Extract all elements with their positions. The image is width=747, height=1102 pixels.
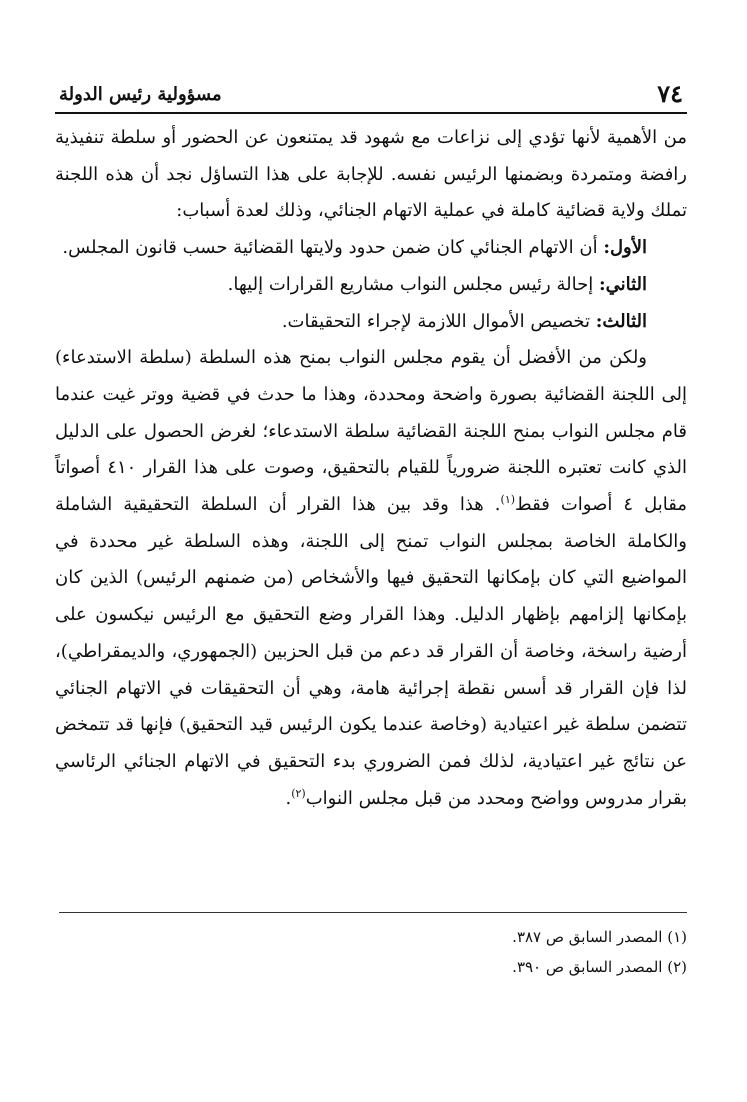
- reason-label: الثاني:: [598, 273, 647, 295]
- footnote-1: (١) المصدر السابق ص ٣٨٧.: [512, 928, 687, 946]
- reason-text: أن الاتهام الجنائي كان ضمن حدود ولايتها القضائية حسب قانون المجلس.: [62, 237, 604, 259]
- reason-label: الأول:: [603, 237, 647, 259]
- footnote-2: (٢) المصدر السابق ص ٣٩٠.: [512, 958, 687, 976]
- footnote-ref-2: (٢): [291, 786, 306, 800]
- page-header: [55, 78, 687, 114]
- reason-item-third: [55, 304, 687, 341]
- main-text-part1: ولكن من الأفضل أن يقوم مجلس النواب بمنح هذه السلطة (سلطة الاستدعاء) إلى اللجنة القضائية بصورة واضحة ومحددة، وهذا ما حدث في قضية ووتر غيت عندما قام مجلس النواب بمنح اللجنة القضائية سلطة الاستدعاء؛ لغرض الحصول على الدليل الذي كانت تعتبره اللجنة ضرورياً للقيام بالتحقيق، وصوت على هذا القرار ٤١٠ أصواتاً مقابل ٤ أصوات فقط: [55, 347, 687, 516]
- intro-paragraph: من الأهمية لأنها تؤدي إلى نزاعات مع شهود قد يمتنعون عن الحضور أو سلطة تنفيذية رافضة ومتمردة وبضمنها الرئيس نفسه. للإجابة على هذا التساؤل نجد أن هذه اللجنة تملك ولاية قضائية كاملة في عملية الاتهام الجنائي، وذلك لعدة أسباب:: [55, 127, 687, 222]
- footnote-separator: [59, 912, 687, 913]
- reason-text: تخصيص الأموال اللازمة لإجراء التحقيقات.: [281, 310, 596, 332]
- reason-item-second: [55, 267, 687, 304]
- main-paragraph: [55, 340, 687, 817]
- running-title: مسؤولية رئيس الدولة: [59, 84, 222, 105]
- main-text-end: .: [285, 787, 292, 809]
- body-text: [55, 120, 687, 817]
- reason-label: الثالث:: [595, 310, 647, 332]
- main-text-part2: . هذا وقد بين هذا القرار أن السلطة التحقيقية الشاملة والكاملة الخاصة بمجلس النواب تمنح إلى اللجنة، وهذه السلطة غير محددة في المواضيع التي كان بإمكانها التحقيق فيها والأشخاص (من ضمنهم الرئيس) الذين كان بإمكانها إلزامهم بإظهار الدليل. وهذا القرار وضع التحقيق مع الرئيس نيكسون على أرضية راسخة، وخاصة أن القرار قد دعم من قبل الحزبين (الجمهوري، والديمقراطي)، لذا فإن القرار قد أسس نقطة إجرائية هامة، وهي أن التحقيقات في الاتهام الجنائي تتضمن سلطة غير اعتيادية (وخاصة عندما يكون الرئيس قيد التحقيق) فإنها قد تتمخض عن نتائج غير اعتيادية، لذلك فمن الضروري بدء التحقيق في الاتهام الجنائي الرئاسي بقرار مدروس وواضح ومحدد من قبل مجلس النواب: [55, 494, 687, 809]
- reason-item-first: [55, 230, 687, 267]
- reason-text: إحالة رئيس مجلس النواب مشاريع القرارات إليها.: [227, 273, 599, 295]
- footnote-ref-1: (١): [500, 493, 516, 507]
- page-number: ٧٤: [657, 79, 683, 108]
- footnotes: [55, 922, 687, 982]
